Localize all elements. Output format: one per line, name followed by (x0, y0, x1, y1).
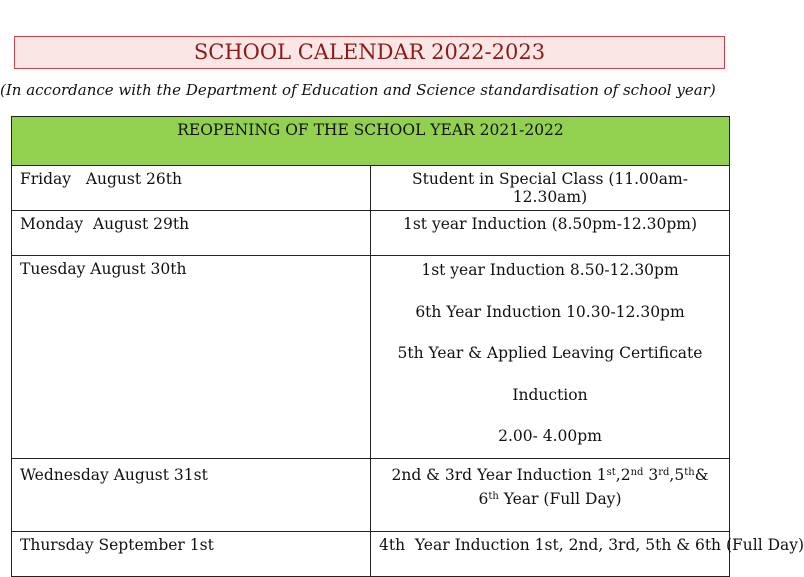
event-text: 2nd & 3rd Year Induction 1 (391, 465, 607, 484)
date-cell: Monday August 29th (12, 211, 371, 256)
ordinal-suffix: th (684, 466, 695, 478)
event-cell (371, 458, 730, 531)
table-header-row (12, 117, 730, 166)
ordinal-suffix: rd (658, 466, 670, 478)
event-cell: 4th Year Induction 1st, 2nd, 3rd, 5th & 6th (Full Day) (371, 531, 730, 576)
event-text: 3 (643, 465, 659, 484)
event-line: 5th Year & Applied Leaving Certificate Induction (397, 344, 703, 404)
event-text: ,2 (615, 465, 631, 484)
event-text: & 6 (478, 465, 709, 508)
event-text: ,5 (669, 465, 685, 484)
table-row (12, 256, 730, 459)
event-line: 6th Year Induction 10.30-12.30pm (415, 302, 685, 321)
event-line: 1st year Induction 8.50-12.30pm (421, 261, 679, 279)
table-row (12, 531, 730, 576)
date-cell: Tuesday August 30th (12, 256, 371, 459)
date-cell: Wednesday August 31st (12, 458, 371, 531)
calendar-table (11, 116, 804, 577)
ordinal-suffix: th (488, 490, 499, 502)
date-cell: Friday August 26th (12, 166, 371, 211)
event-cell: 1st year Induction (8.50pm-12.30pm) (371, 211, 730, 256)
ordinal-suffix: st (606, 466, 616, 478)
table-row (12, 166, 730, 211)
event-cell (371, 256, 730, 459)
table-header: REOPENING OF THE SCHOOL YEAR 2021-2022 (12, 117, 730, 166)
calendar-title: SCHOOL CALENDAR 2022-2023 (14, 36, 725, 69)
event-text: Year (Full Day) (498, 489, 622, 508)
table-row (12, 458, 730, 531)
event-cell: Student in Special Class (11.00am-12.30am) (371, 166, 730, 211)
table-row (12, 211, 730, 256)
ordinal-suffix: nd (630, 466, 644, 478)
event-line: 2.00- 4.00pm (498, 427, 602, 445)
date-cell: Thursday September 1st (12, 531, 371, 576)
calendar-subtitle: (In accordance with the Department of Education and Science standardisation of school year) (0, 81, 716, 99)
